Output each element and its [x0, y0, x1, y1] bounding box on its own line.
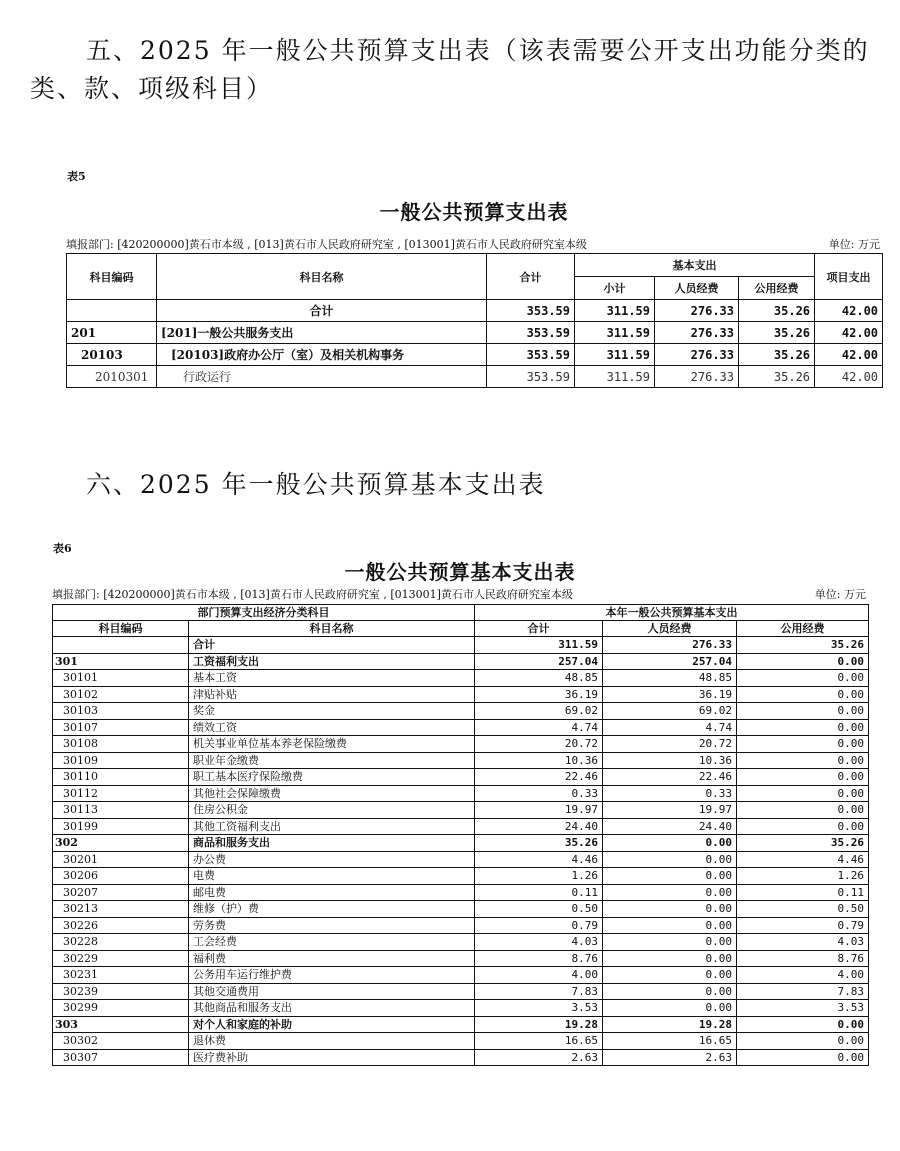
section5-heading: 五、2025 年一般公共预算支出表（该表需要公开支出功能分类的类、款、项级科目） — [30, 36, 870, 103]
row-total: 24.40 — [475, 818, 603, 835]
table-row — [53, 818, 869, 835]
row-total: 69.02 — [475, 703, 603, 720]
row-personnel: 36.19 — [603, 686, 737, 703]
table6-title: 一般公共预算基本支出表 — [344, 560, 576, 584]
row-name: 行政运行 — [157, 366, 487, 388]
row-project: 42.00 — [815, 366, 883, 388]
table-row — [53, 934, 869, 951]
row-public: 35.26 — [739, 322, 815, 344]
table-row — [53, 1016, 869, 1033]
table5-header-subtotal: 小计 — [575, 277, 655, 300]
table-row — [67, 322, 883, 344]
row-personnel: 20.72 — [603, 736, 737, 753]
row-total: 10.36 — [475, 752, 603, 769]
row-total: 4.74 — [475, 719, 603, 736]
table6-tag: 表6 — [53, 542, 72, 555]
row-code: 30103 — [53, 703, 189, 720]
row-code: 30231 — [53, 967, 189, 984]
row-name: 绩效工资 — [189, 719, 475, 736]
row-public: 0.00 — [737, 1016, 869, 1033]
row-total: 311.59 — [475, 637, 603, 654]
row-name: 其他社会保障缴费 — [189, 785, 475, 802]
row-code: 20103 — [67, 344, 157, 366]
row-personnel: 0.00 — [603, 967, 737, 984]
table-row — [67, 366, 883, 388]
row-public: 0.50 — [737, 901, 869, 918]
row-personnel: 0.00 — [603, 851, 737, 868]
row-name: 奖金 — [189, 703, 475, 720]
row-total: 2.63 — [475, 1049, 603, 1066]
row-personnel: 69.02 — [603, 703, 737, 720]
row-total: 353.59 — [487, 322, 575, 344]
row-code: 30101 — [53, 670, 189, 687]
row-code: 30206 — [53, 868, 189, 885]
row-public: 0.00 — [737, 818, 869, 835]
row-project: 42.00 — [815, 344, 883, 366]
row-code: 30113 — [53, 802, 189, 819]
row-total: 7.83 — [475, 983, 603, 1000]
row-public: 3.53 — [737, 1000, 869, 1017]
row-total: 353.59 — [487, 300, 575, 322]
row-total: 35.26 — [475, 835, 603, 852]
row-name: 其他工资福利支出 — [189, 818, 475, 835]
row-personnel: 276.33 — [655, 300, 739, 322]
row-personnel: 0.00 — [603, 934, 737, 951]
table-row — [53, 637, 869, 654]
row-public: 0.00 — [737, 769, 869, 786]
row-project: 42.00 — [815, 300, 883, 322]
table-row — [53, 868, 869, 885]
row-code: 30109 — [53, 752, 189, 769]
row-total: 36.19 — [475, 686, 603, 703]
row-public: 35.26 — [737, 637, 869, 654]
row-personnel: 0.00 — [603, 950, 737, 967]
basic-expenditure-table — [52, 604, 869, 1066]
table5-header-name: 科目名称 — [157, 254, 487, 300]
table-row — [53, 670, 869, 687]
row-name: 邮电费 — [189, 884, 475, 901]
row-personnel: 276.33 — [655, 322, 739, 344]
row-total: 22.46 — [475, 769, 603, 786]
row-public: 0.00 — [737, 802, 869, 819]
table6-unit: 单位: 万元 — [814, 588, 866, 601]
row-total: 4.00 — [475, 967, 603, 984]
row-code: 301 — [53, 653, 189, 670]
table-row — [53, 686, 869, 703]
row-code: 2010301 — [67, 366, 157, 388]
table6-header-public: 公用经费 — [737, 621, 869, 637]
row-public: 0.00 — [737, 1049, 869, 1066]
row-name: 维修（护）费 — [189, 901, 475, 918]
row-total: 4.46 — [475, 851, 603, 868]
row-personnel: 0.00 — [603, 1000, 737, 1017]
row-name: 医疗费补助 — [189, 1049, 475, 1066]
section6-heading: 六、2025 年一般公共预算基本支出表 — [86, 470, 546, 499]
row-public: 0.00 — [737, 670, 869, 687]
table-row — [53, 769, 869, 786]
row-name: 其他交通费用 — [189, 983, 475, 1000]
row-public: 0.00 — [737, 1033, 869, 1050]
row-code: 30226 — [53, 917, 189, 934]
row-personnel: 0.33 — [603, 785, 737, 802]
row-public: 0.00 — [737, 752, 869, 769]
table-row — [53, 719, 869, 736]
row-total: 20.72 — [475, 736, 603, 753]
row-code — [53, 637, 189, 654]
row-total: 19.28 — [475, 1016, 603, 1033]
row-subtotal: 311.59 — [575, 344, 655, 366]
row-code: 30228 — [53, 934, 189, 951]
table6-header-code: 科目编码 — [53, 621, 189, 637]
row-total: 0.50 — [475, 901, 603, 918]
row-code: 302 — [53, 835, 189, 852]
row-public: 0.00 — [737, 703, 869, 720]
row-personnel: 10.36 — [603, 752, 737, 769]
row-personnel: 276.33 — [655, 366, 739, 388]
row-public: 35.26 — [739, 366, 815, 388]
row-public: 8.76 — [737, 950, 869, 967]
row-name: [20103]政府办公厅（室）及相关机构事务 — [157, 344, 487, 366]
row-total: 16.65 — [475, 1033, 603, 1050]
row-total: 0.33 — [475, 785, 603, 802]
table6-header-name: 科目名称 — [189, 621, 475, 637]
row-total: 19.97 — [475, 802, 603, 819]
row-code: 201 — [67, 322, 157, 344]
table6-dept: 填报部门: [420200000]黄石市本级 , [013]黄石市人民政府研究室 , [013001]黄石市人民政府研究室本级 — [52, 588, 573, 601]
table5-title: 一般公共预算支出表 — [379, 200, 569, 224]
row-name: 公务用车运行维护费 — [189, 967, 475, 984]
table-row — [53, 802, 869, 819]
row-code: 30239 — [53, 983, 189, 1000]
row-name: 合计 — [157, 300, 487, 322]
row-code: 30102 — [53, 686, 189, 703]
row-code: 30307 — [53, 1049, 189, 1066]
table-row — [53, 1033, 869, 1050]
table-row — [53, 703, 869, 720]
row-personnel: 19.28 — [603, 1016, 737, 1033]
row-public: 0.00 — [737, 653, 869, 670]
table-row — [53, 901, 869, 918]
row-code: 30213 — [53, 901, 189, 918]
row-personnel: 0.00 — [603, 884, 737, 901]
table-row — [53, 950, 869, 967]
table-row — [53, 1000, 869, 1017]
row-personnel: 0.00 — [603, 835, 737, 852]
row-public: 7.83 — [737, 983, 869, 1000]
table5-header-public: 公用经费 — [739, 277, 815, 300]
row-personnel: 2.63 — [603, 1049, 737, 1066]
table-row — [67, 344, 883, 366]
row-public: 4.46 — [737, 851, 869, 868]
row-total: 8.76 — [475, 950, 603, 967]
row-public: 0.00 — [737, 686, 869, 703]
row-public: 35.26 — [739, 300, 815, 322]
row-total: 353.59 — [487, 344, 575, 366]
row-code: 30112 — [53, 785, 189, 802]
row-code: 30229 — [53, 950, 189, 967]
budget-expenditure-table — [66, 253, 883, 388]
row-subtotal: 311.59 — [575, 366, 655, 388]
row-code: 30302 — [53, 1033, 189, 1050]
row-name: 津贴补贴 — [189, 686, 475, 703]
row-public: 4.00 — [737, 967, 869, 984]
table6-header-total: 合计 — [475, 621, 603, 637]
row-name: 工会经费 — [189, 934, 475, 951]
row-total: 257.04 — [475, 653, 603, 670]
table-row — [53, 785, 869, 802]
row-name: 职工基本医疗保险缴费 — [189, 769, 475, 786]
row-code: 30107 — [53, 719, 189, 736]
row-name: 办公费 — [189, 851, 475, 868]
row-personnel: 276.33 — [655, 344, 739, 366]
row-total: 48.85 — [475, 670, 603, 687]
table5-header-total: 合计 — [487, 254, 575, 300]
table5-header-basic: 基本支出 — [575, 254, 815, 277]
row-personnel: 24.40 — [603, 818, 737, 835]
row-total: 4.03 — [475, 934, 603, 951]
table5-tag: 表5 — [67, 170, 86, 183]
row-public: 0.11 — [737, 884, 869, 901]
row-personnel: 0.00 — [603, 901, 737, 918]
table6-header-group-right: 本年一般公共预算基本支出 — [475, 605, 869, 621]
table-row — [53, 835, 869, 852]
row-name: 电费 — [189, 868, 475, 885]
row-public: 35.26 — [739, 344, 815, 366]
row-personnel: 16.65 — [603, 1033, 737, 1050]
row-name: 住房公积金 — [189, 802, 475, 819]
row-code: 30299 — [53, 1000, 189, 1017]
row-code: 30207 — [53, 884, 189, 901]
row-public: 0.79 — [737, 917, 869, 934]
row-public: 4.03 — [737, 934, 869, 951]
row-code: 303 — [53, 1016, 189, 1033]
row-personnel: 22.46 — [603, 769, 737, 786]
table-row — [53, 736, 869, 753]
row-name: 工资福利支出 — [189, 653, 475, 670]
table-row — [53, 653, 869, 670]
table-row — [53, 1049, 869, 1066]
table6-header-group-left: 部门预算支出经济分类科目 — [53, 605, 475, 621]
table5-header-project: 项目支出 — [815, 254, 883, 300]
row-name: 商品和服务支出 — [189, 835, 475, 852]
row-public: 35.26 — [737, 835, 869, 852]
row-public: 0.00 — [737, 719, 869, 736]
row-code: 30199 — [53, 818, 189, 835]
row-total: 3.53 — [475, 1000, 603, 1017]
row-public: 0.00 — [737, 785, 869, 802]
table-row — [53, 983, 869, 1000]
row-code: 30108 — [53, 736, 189, 753]
row-name: 其他商品和服务支出 — [189, 1000, 475, 1017]
row-code: 30110 — [53, 769, 189, 786]
table5-header-code: 科目编码 — [67, 254, 157, 300]
table-row — [53, 967, 869, 984]
row-total: 0.11 — [475, 884, 603, 901]
table-row — [67, 300, 883, 322]
row-subtotal: 311.59 — [575, 300, 655, 322]
table-row — [53, 851, 869, 868]
table5-dept: 填报部门: [420200000]黄石市本级 , [013]黄石市人民政府研究室 , [013001]黄石市人民政府研究室本级 — [66, 238, 587, 251]
table-row — [53, 752, 869, 769]
row-total: 353.59 — [487, 366, 575, 388]
row-name: 合计 — [189, 637, 475, 654]
row-personnel: 4.74 — [603, 719, 737, 736]
row-code: 30201 — [53, 851, 189, 868]
row-personnel: 0.00 — [603, 917, 737, 934]
row-personnel: 0.00 — [603, 983, 737, 1000]
row-subtotal: 311.59 — [575, 322, 655, 344]
row-name: 机关事业单位基本养老保险缴费 — [189, 736, 475, 753]
row-personnel: 276.33 — [603, 637, 737, 654]
row-personnel: 48.85 — [603, 670, 737, 687]
row-personnel: 19.97 — [603, 802, 737, 819]
row-name: 职业年金缴费 — [189, 752, 475, 769]
row-total: 0.79 — [475, 917, 603, 934]
row-name: 退休费 — [189, 1033, 475, 1050]
row-public: 0.00 — [737, 736, 869, 753]
table6-header-personnel: 人员经费 — [603, 621, 737, 637]
row-name: 基本工资 — [189, 670, 475, 687]
row-name: 对个人和家庭的补助 — [189, 1016, 475, 1033]
row-name: [201]一般公共服务支出 — [157, 322, 487, 344]
row-public: 1.26 — [737, 868, 869, 885]
row-personnel: 0.00 — [603, 868, 737, 885]
table-row — [53, 917, 869, 934]
row-project: 42.00 — [815, 322, 883, 344]
row-personnel: 257.04 — [603, 653, 737, 670]
row-name: 福利费 — [189, 950, 475, 967]
row-total: 1.26 — [475, 868, 603, 885]
row-name: 劳务费 — [189, 917, 475, 934]
table5-unit: 单位: 万元 — [828, 238, 880, 251]
table5-header-personnel: 人员经费 — [655, 277, 739, 300]
row-code — [67, 300, 157, 322]
table-row — [53, 884, 869, 901]
